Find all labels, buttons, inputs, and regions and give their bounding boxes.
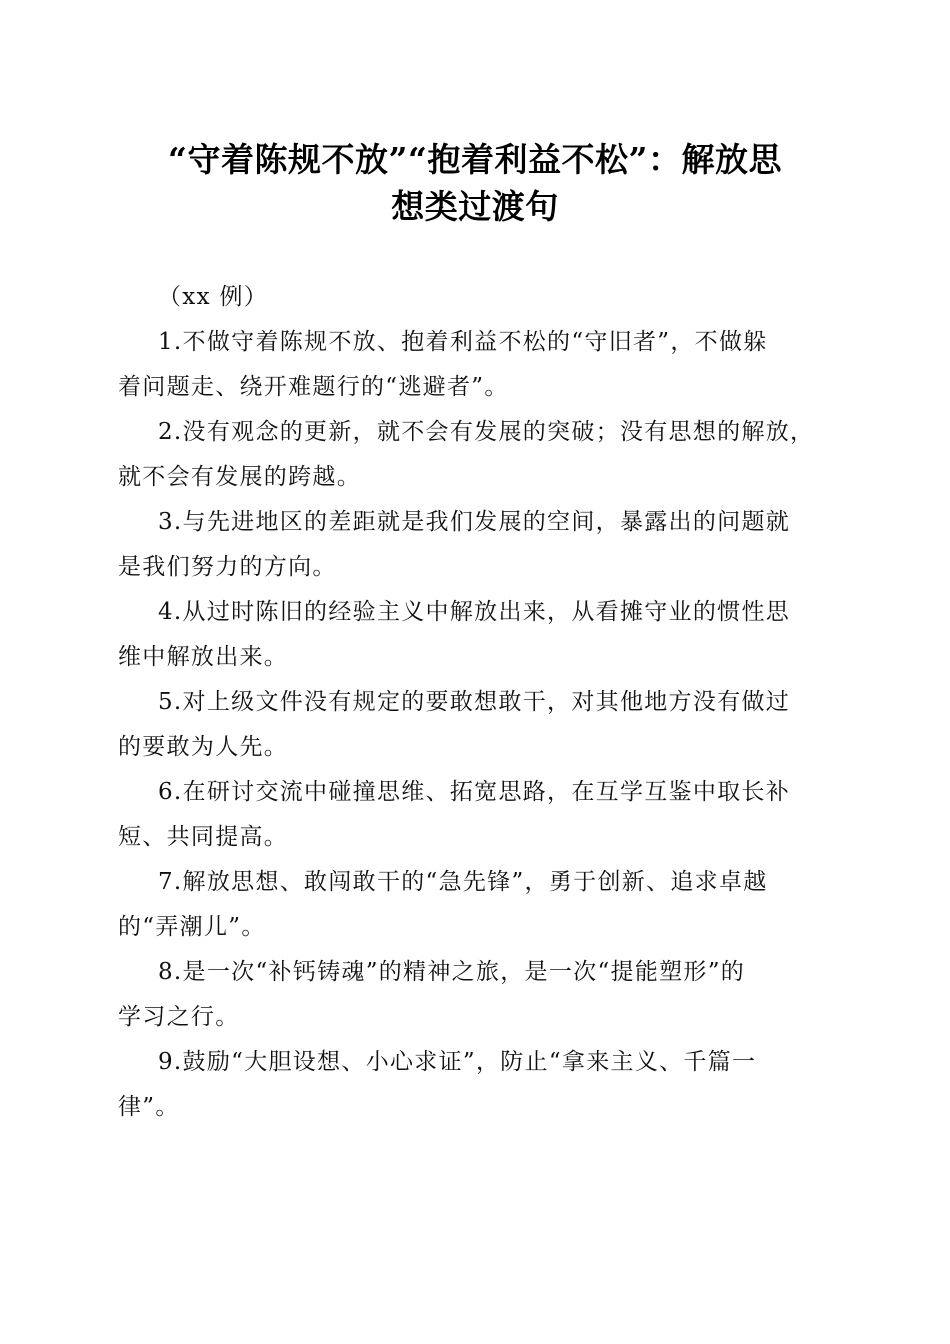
list-item <box>118 770 830 860</box>
list-item-line: 6.在研讨交流中碰撞思维、拓宽思路，在互学互鉴中取长补 <box>158 779 791 805</box>
list-item <box>118 860 830 950</box>
list-item-line: 的“弄潮儿”。 <box>118 914 266 940</box>
list-item-line: 短、共同提高。 <box>118 824 289 850</box>
list-item-line: 8.是一次“补钙铸魂”的精神之旅，是一次“提能塑形”的 <box>158 959 746 985</box>
document-body <box>118 275 830 1130</box>
list-item-line: 维中解放出来。 <box>118 644 289 670</box>
title-line-2: 想类过渡句 <box>391 187 559 226</box>
list-item <box>118 680 830 770</box>
list-item-line: 4.从过时陈旧的经验主义中解放出来，从看摊守业的惯性思 <box>158 599 791 625</box>
list-item <box>118 1040 830 1130</box>
list-item-line: 5.对上级文件没有规定的要敢想敢干，对其他地方没有做过 <box>158 689 791 715</box>
list-item-line: 是我们努力的方向。 <box>118 554 337 580</box>
list-item <box>118 410 830 500</box>
list-item-line: 9.鼓励“大胆设想、小心求证”，防止“拿来主义、千篇一 <box>158 1049 757 1075</box>
list-item-line: 的要敢为人先。 <box>118 734 289 760</box>
list-item <box>118 500 830 590</box>
list-item-line: 就不会有发展的跨越。 <box>118 464 361 490</box>
list-item-line: 2.没有观念的更新，就不会有发展的突破；没有思想的解放， <box>158 419 815 445</box>
title-line-1: “守着陈规不放”“抱着利益不松”：解放思 <box>168 140 782 179</box>
subtitle-paragraph <box>118 275 830 320</box>
list-item-line: 3.与先进地区的差距就是我们发展的空间，暴露出的问题就 <box>158 509 791 535</box>
list-item-line: 7.解放思想、敢闯敢干的“急先锋”，勇于创新、追求卓越 <box>158 869 768 895</box>
document-title <box>118 136 832 230</box>
list-item-line: 1.不做守着陈规不放、抱着利益不松的“守旧者”，不做躲 <box>158 329 768 355</box>
list-item-line: 着问题走、绕开难题行的“逃避者”。 <box>118 374 509 400</box>
subtitle: （xx 例） <box>158 284 269 310</box>
list-item-line: 学习之行。 <box>118 1004 240 1030</box>
list-item <box>118 950 830 1040</box>
list-item <box>118 590 830 680</box>
list-item-line: 律”。 <box>118 1094 180 1120</box>
list-item <box>118 320 830 410</box>
